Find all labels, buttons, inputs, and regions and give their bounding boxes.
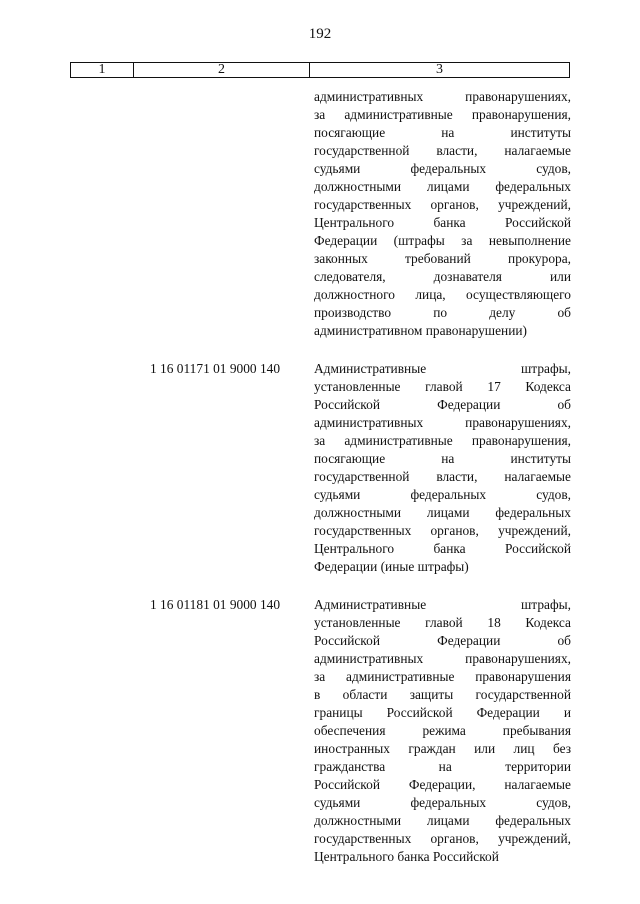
- description-line: за административные правонарушения: [314, 669, 571, 684]
- page-number: 192: [308, 26, 332, 42]
- description-line: государственной власти, налагаемые: [314, 469, 571, 484]
- description-line: государственных органов, учреждений,: [314, 831, 571, 846]
- description-line: административных правонарушениях,: [314, 651, 571, 666]
- income-description: [314, 360, 571, 576]
- description-line: административных правонарушениях,: [314, 415, 571, 430]
- description-line: установленные главой 18 Кодекса: [314, 615, 571, 630]
- description-line: государственных органов, учреждений,: [314, 197, 571, 212]
- description-line: Российской Федерации, налагаемые: [314, 777, 571, 792]
- description-line: Центрального банка Российской: [314, 541, 571, 556]
- description-line: Центрального банка Российской: [314, 215, 571, 230]
- description-line: гражданства на территории: [314, 759, 571, 774]
- description-line: должностными лицами федеральных: [314, 813, 571, 828]
- table-header-col-1: 1: [71, 63, 134, 77]
- description-line: административном правонарушении): [314, 323, 528, 338]
- budget-classification-code: 1 16 01171 01 9000 140: [150, 361, 281, 376]
- description-line: законных требований прокурора,: [314, 251, 571, 266]
- income-description: [314, 596, 571, 866]
- description-line: в области защиты государственной: [314, 687, 571, 702]
- table-body: [0, 88, 640, 866]
- description-line: Федерации (иные штрафы): [314, 559, 469, 574]
- description-line: Федерации (штрафы за невыполнение: [314, 233, 571, 248]
- description-line: посягающие на институты: [314, 125, 571, 140]
- description-line: должностного лица, осуществляющего: [314, 287, 571, 302]
- description-line: должностными лицами федеральных: [314, 179, 571, 194]
- description-line: Административные штрафы,: [314, 597, 571, 612]
- description-line: следователя, дознавателя или: [314, 269, 571, 284]
- budget-classification-code: 1 16 01181 01 9000 140: [150, 597, 281, 612]
- description-line: посягающие на институты: [314, 451, 571, 466]
- table-header-col-2: 2: [134, 63, 310, 77]
- description-line: Российской Федерации об: [314, 633, 571, 648]
- description-line: обеспечения режима пребывания: [314, 723, 571, 738]
- income-description: [314, 88, 571, 340]
- table-header-row: [70, 62, 570, 78]
- description-line: за административные правонарушения,: [314, 433, 571, 448]
- description-line: границы Российской Федерации и: [314, 705, 571, 720]
- description-line: иностранных граждан или лиц без: [314, 741, 571, 756]
- description-line: должностными лицами федеральных: [314, 505, 571, 520]
- table-header-col-3: 3: [436, 62, 443, 77]
- description-line: установленные главой 17 Кодекса: [314, 379, 571, 394]
- description-line: Центрального банка Российской: [314, 849, 499, 864]
- description-line: Административные штрафы,: [314, 361, 571, 376]
- description-line: судьями федеральных судов,: [314, 795, 571, 810]
- description-line: за административные правонарушения,: [314, 107, 571, 122]
- description-line: государственной власти, налагаемые: [314, 143, 571, 158]
- description-line: судьями федеральных судов,: [314, 487, 571, 502]
- table-row: [0, 596, 640, 866]
- description-line: Российской Федерации об: [314, 397, 571, 412]
- description-line: государственных органов, учреждений,: [314, 523, 571, 538]
- description-line: судьями федеральных судов,: [314, 161, 571, 176]
- description-line: производство по делу об: [314, 305, 571, 320]
- table-row: [0, 88, 640, 340]
- table-row: [0, 360, 640, 576]
- description-line: административных правонарушениях,: [314, 89, 571, 104]
